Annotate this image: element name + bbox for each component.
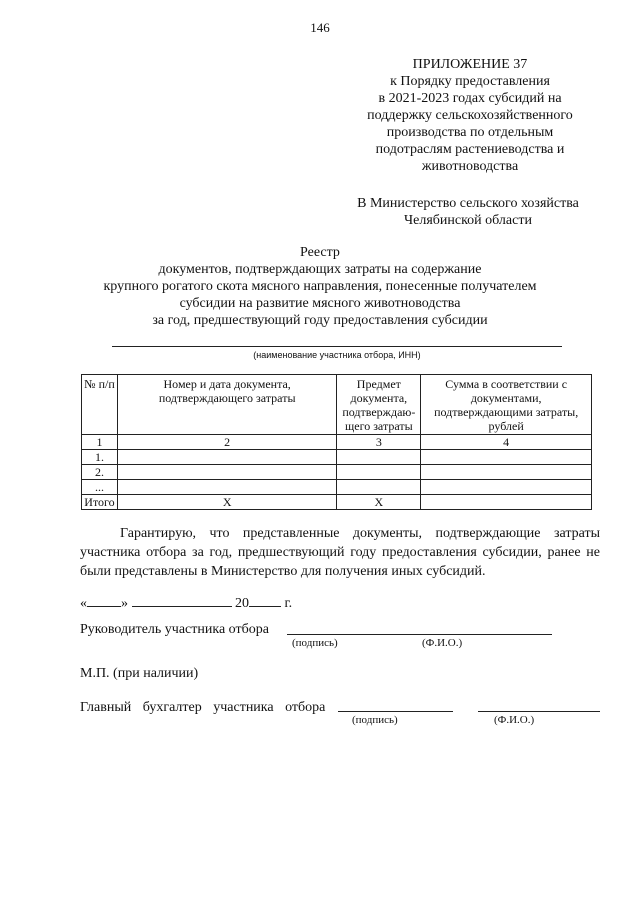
row-number: 1. — [82, 450, 118, 465]
document-title — [60, 244, 580, 329]
head-signature-line[interactable] — [287, 634, 552, 635]
chief-name-caption: (Ф.И.О.) — [494, 714, 535, 726]
total-label: Итого — [82, 495, 118, 510]
page-number: 146 — [310, 20, 330, 35]
head-name-caption: (Ф.И.О.) — [422, 637, 463, 649]
appendix-line: животноводства — [421, 159, 519, 174]
table-cell[interactable] — [117, 465, 336, 480]
table-cell[interactable] — [337, 450, 421, 465]
total-row — [82, 495, 592, 510]
appendix-line: к Порядку предоставления — [390, 74, 550, 89]
month-blank[interactable] — [132, 594, 232, 607]
title-line: за год, предшествующий году предоставления субсидии — [152, 313, 488, 328]
appendix-line: поддержку сельскохозяйственного — [367, 108, 573, 123]
date-line — [80, 594, 292, 612]
table-cell: 2 — [117, 435, 336, 450]
header-document: Номер и дата документа, подтверждающего затраты — [117, 375, 336, 435]
table-cell[interactable] — [421, 480, 592, 495]
table-row — [82, 465, 592, 480]
header-subject: Предмет документа, подтверждаю-щего затраты — [337, 375, 421, 435]
addressee-line: В Министерство сельского хозяйства — [357, 196, 579, 211]
table-cell: X — [117, 495, 336, 510]
year-suffix: г. — [284, 596, 293, 611]
table-cell[interactable] — [421, 465, 592, 480]
header-amount: Сумма в соответствии с документами, подтверждающими затраты, рублей — [421, 375, 592, 435]
participant-caption: (наименование участника отбора, ИНН) — [253, 350, 421, 360]
table-cell[interactable] — [421, 450, 592, 465]
title-line: крупного рогатого скота мясного направления, понесенные получателем — [103, 279, 537, 294]
appendix-title: ПРИЛОЖЕНИЕ 37 — [412, 57, 528, 72]
row-number: ... — [82, 480, 118, 495]
participant-name-line[interactable] — [112, 346, 562, 347]
table-row — [82, 450, 592, 465]
year-blank[interactable] — [249, 594, 281, 607]
addressee-line: Челябинской области — [404, 213, 532, 228]
header-number: № п/п — [82, 375, 118, 435]
title-line: субсидии на развитие мясного животноводства — [179, 296, 461, 311]
chief-name-line[interactable] — [478, 711, 600, 712]
chief-signature-caption: (подпись) — [352, 714, 398, 726]
guarantee-text: Гарантирую, что представленные документы, подтверждающие затраты участника отбора за год, предшествующий году предоставления субсидии, ранее не были представлены в Министерство для получения иных субсидий. — [80, 526, 600, 579]
title-line: документов, подтверждающих затраты на содержание — [158, 262, 482, 277]
table-cell[interactable] — [117, 480, 336, 495]
head-label: Руководитель участника отбора — [80, 622, 269, 637]
appendix-line: производства по отдельным — [386, 125, 554, 140]
close-quote: » — [121, 596, 128, 611]
row-number: 2. — [82, 465, 118, 480]
table-cell[interactable] — [117, 450, 336, 465]
appendix-line: подотраслям растениеводства и — [375, 142, 565, 157]
chief-accountant-label: Главный бухгалтер участника отбора — [80, 700, 326, 715]
addressee-block — [330, 195, 606, 229]
table-row — [82, 480, 592, 495]
open-quote: « — [80, 596, 87, 611]
table-cell: 1 — [82, 435, 118, 450]
table-cell[interactable] — [421, 495, 592, 510]
table-cell: 3 — [337, 435, 421, 450]
chief-signature-line[interactable] — [338, 711, 453, 712]
numbering-row — [82, 435, 592, 450]
title-heading: Реестр — [300, 245, 340, 260]
appendix-line: в 2021-2023 годах субсидий на — [378, 91, 562, 106]
day-blank[interactable] — [87, 594, 121, 607]
table-cell[interactable] — [337, 465, 421, 480]
stamp-label: М.П. (при наличии) — [80, 666, 199, 681]
head-signature-caption: (подпись) — [292, 637, 338, 649]
table-cell: 4 — [421, 435, 592, 450]
table-cell: X — [337, 495, 421, 510]
appendix-block — [340, 56, 600, 175]
table-cell[interactable] — [337, 480, 421, 495]
year-prefix: 20 — [235, 596, 249, 611]
registry-table — [81, 374, 592, 510]
